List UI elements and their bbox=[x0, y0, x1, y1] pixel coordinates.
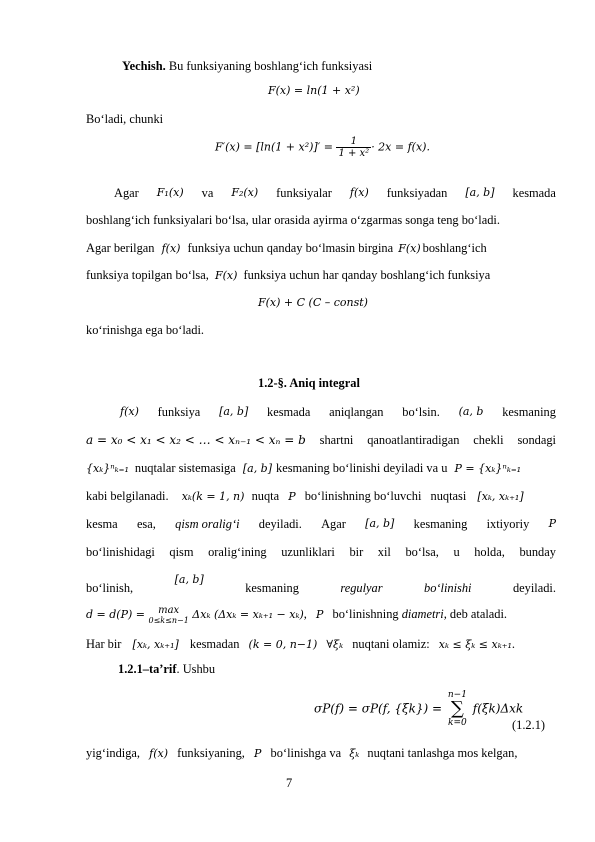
math-forall-xi: ∀ξₖ bbox=[326, 638, 344, 651]
word: xil bbox=[377, 545, 391, 559]
math-segment: [xₖ, xₖ₊₁] bbox=[477, 490, 524, 503]
word: kesmaning bbox=[245, 581, 299, 595]
word: Agar bbox=[321, 517, 346, 531]
math-fx: f(x) bbox=[161, 242, 181, 255]
word: qanoatlantiradigan bbox=[367, 433, 460, 447]
paragraph-line: ko‘rinishga ega bo‘ladi. bbox=[86, 323, 205, 337]
paragraph-line bbox=[86, 606, 556, 626]
word: yig‘indiga, bbox=[86, 746, 141, 760]
math-interval: [a, b] bbox=[174, 573, 204, 586]
page-number: 7 bbox=[286, 776, 293, 790]
math-partition-sequence: a = x₀ < x₁ < x₂ < … < xₙ₋₁ < xₙ = b bbox=[86, 433, 306, 447]
math-F1: F₁(x) bbox=[156, 186, 184, 199]
math-diameter-def bbox=[86, 605, 304, 625]
word: shartni bbox=[319, 433, 354, 447]
math-partition-P: P = {xₖ}ⁿₖ₌₁ bbox=[454, 462, 522, 475]
word: deb ataladi. bbox=[449, 607, 508, 621]
term-regular: regulyar bbox=[340, 581, 383, 595]
sigma-glyph: ∑ bbox=[450, 698, 464, 719]
math-interval: [a, b] bbox=[465, 186, 495, 199]
word: funksiya bbox=[157, 405, 201, 419]
word: nuqtalar sistemasiga bbox=[134, 461, 236, 475]
word: kesmaning bbox=[413, 517, 468, 531]
word: Agar berilgan bbox=[86, 241, 155, 255]
term-sub-interval: qism oralig‘i bbox=[175, 517, 240, 531]
math-fx: f(x) bbox=[120, 405, 139, 418]
math-xk-range: xₖ(k = 1, n) bbox=[181, 490, 245, 503]
definition-text: . Ushbu bbox=[176, 662, 216, 676]
word: kesmada bbox=[267, 405, 311, 419]
equation-number: (1.2.1) bbox=[512, 718, 546, 732]
math-P: P bbox=[315, 608, 324, 621]
word: qism bbox=[169, 545, 194, 559]
word: bunday bbox=[519, 545, 556, 559]
term-partition: bo‘linishi bbox=[424, 581, 472, 595]
math-P: P bbox=[288, 490, 296, 503]
word: esa, bbox=[136, 517, 156, 531]
max-subscript: 0≤k≤n−1 bbox=[148, 616, 189, 625]
word: funksiya uchun har qanday boshlang‘ich funksiya bbox=[243, 268, 491, 282]
sum-upper: n−1 bbox=[447, 690, 467, 700]
math-interval: (a, b bbox=[458, 405, 484, 418]
formula-antiderivative: F(x) = ln(1 + x²) bbox=[268, 84, 360, 97]
sum-operator bbox=[448, 690, 467, 728]
paragraph-line bbox=[86, 432, 556, 448]
paragraph-line bbox=[86, 745, 556, 762]
math-interval: [a, b] bbox=[219, 405, 249, 418]
word: kesmaning bo‘linishi deyiladi va u bbox=[276, 461, 448, 475]
word: va bbox=[201, 186, 214, 200]
word: , bbox=[303, 607, 307, 621]
formula-derivative bbox=[215, 136, 430, 159]
paragraph-line bbox=[86, 267, 556, 284]
word: boshlang‘ich bbox=[422, 241, 487, 255]
word: deyiladi. bbox=[512, 581, 556, 595]
word: sondagi bbox=[517, 433, 556, 447]
math-xi: ξₖ bbox=[349, 747, 360, 760]
word: holda, bbox=[474, 545, 505, 559]
word: nuqtani tanlashga mos kelgan, bbox=[367, 746, 518, 760]
derivative-lhs: F′(x) = [ln(1 + x²)]′ = bbox=[215, 140, 337, 154]
max-label: max bbox=[158, 605, 180, 616]
math-xi-inequality: xₖ ≤ ξₖ ≤ xₖ₊₁ bbox=[438, 638, 512, 651]
word: kesmaning bbox=[502, 405, 556, 419]
math-fx: f(x) bbox=[149, 747, 168, 760]
formula-general-antiderivative: F(x) + C (C – const) bbox=[258, 296, 368, 309]
word: deyiladi. bbox=[258, 517, 302, 531]
word: Har bir bbox=[86, 637, 122, 651]
math-P: P bbox=[254, 747, 262, 760]
intro-line bbox=[122, 59, 372, 74]
formula-riemann-sum bbox=[314, 690, 523, 728]
fraction-numerator: 1 bbox=[336, 136, 371, 148]
definition-line bbox=[118, 662, 215, 677]
word: . bbox=[511, 637, 516, 651]
paragraph-line bbox=[86, 636, 556, 653]
word: bo‘lsa, bbox=[405, 545, 439, 559]
math-P: P bbox=[548, 517, 556, 530]
math-fx: f(x) bbox=[349, 186, 369, 199]
word: bo‘linishga va bbox=[270, 746, 342, 760]
word: aniqlangan bbox=[329, 405, 384, 419]
math-segment: [xₖ, xₖ₊₁] bbox=[132, 638, 179, 651]
paragraph-line bbox=[86, 240, 556, 257]
math-point-set: {xₖ}ⁿₖ₌₁ bbox=[86, 462, 129, 475]
term-diameter: diametri, bbox=[401, 607, 447, 621]
word: kesmadan bbox=[189, 637, 240, 651]
word: bir bbox=[349, 545, 364, 559]
max-operator bbox=[149, 606, 189, 626]
word: kesmada bbox=[512, 186, 556, 200]
sum-lower: k=0 bbox=[448, 718, 467, 728]
word: nuqta bbox=[251, 489, 280, 503]
paragraph-line bbox=[86, 573, 556, 596]
word: funksiyalar bbox=[276, 186, 332, 200]
word: funksiya uchun qanday bo‘lmasin birgina bbox=[187, 241, 394, 255]
word: bo‘linishidagi bbox=[86, 545, 155, 559]
word: nuqtasi bbox=[430, 489, 467, 503]
derivative-fraction bbox=[336, 136, 371, 159]
paragraph-line bbox=[86, 516, 556, 532]
derivative-rhs: · 2x = f(x). bbox=[371, 140, 430, 154]
word: bo‘lsin. bbox=[402, 405, 440, 419]
word: chekli bbox=[473, 433, 504, 447]
solution-heading: Yechish. bbox=[122, 59, 166, 73]
paragraph-line bbox=[86, 488, 556, 505]
word: nuqtani olamiz: bbox=[352, 637, 430, 651]
word: u bbox=[453, 545, 460, 559]
riemann-rhs: f(ξk)Δxk bbox=[468, 701, 524, 716]
delta-def: Δxₖ (Δxₖ = xₖ₊₁ − xₖ) bbox=[188, 608, 304, 621]
word: oralig‘ining bbox=[208, 545, 267, 559]
chunki-text: Bo‘ladi, chunki bbox=[86, 112, 164, 126]
paragraph-line: boshlang‘ich funksiyalari bo‘lsa, ular orasida ayirma o‘zgarmas songa teng bo‘ladi. bbox=[86, 213, 500, 227]
word: Agar bbox=[114, 186, 139, 200]
word: funksiya topilgan bo‘lsa, bbox=[86, 268, 209, 282]
word: bo‘linishning bo‘luvchi bbox=[304, 489, 422, 503]
word: uzunliklari bbox=[281, 545, 335, 559]
word: funksiyadan bbox=[386, 186, 448, 200]
math-Fx: F(x) bbox=[214, 269, 238, 282]
paragraph-line bbox=[86, 404, 556, 420]
fraction-denominator: 1 + x² bbox=[338, 148, 370, 159]
paragraph-line bbox=[86, 460, 556, 477]
word: bo‘linish, bbox=[86, 581, 134, 595]
math-F2: F₂(x) bbox=[231, 186, 259, 199]
paragraph-line bbox=[86, 544, 556, 560]
math-Fx: F(x) bbox=[398, 242, 421, 255]
section-title: 1.2-§. Aniq integral bbox=[258, 376, 360, 390]
math-interval: [a, b] bbox=[242, 462, 273, 475]
word: ixtiyoriy bbox=[486, 517, 530, 531]
word: kabi belgilanadi. bbox=[86, 489, 169, 503]
word: funksiyaning, bbox=[177, 746, 245, 760]
math-k-range: (k = 0, n−1) bbox=[248, 638, 318, 651]
riemann-lhs: σP(f) = σP(f, {ξk}) = bbox=[314, 701, 446, 716]
math-interval: [a, b] bbox=[365, 517, 395, 530]
paragraph-line bbox=[86, 185, 556, 201]
diameter-lhs: d = d(P) = bbox=[86, 608, 149, 621]
word: kesma bbox=[86, 517, 118, 531]
word: bo‘linishning bbox=[332, 607, 399, 621]
intro-text: Bu funksiyaning boshlang‘ich funksiyasi bbox=[165, 59, 373, 73]
definition-label: 1.2.1–ta’rif bbox=[118, 662, 177, 676]
